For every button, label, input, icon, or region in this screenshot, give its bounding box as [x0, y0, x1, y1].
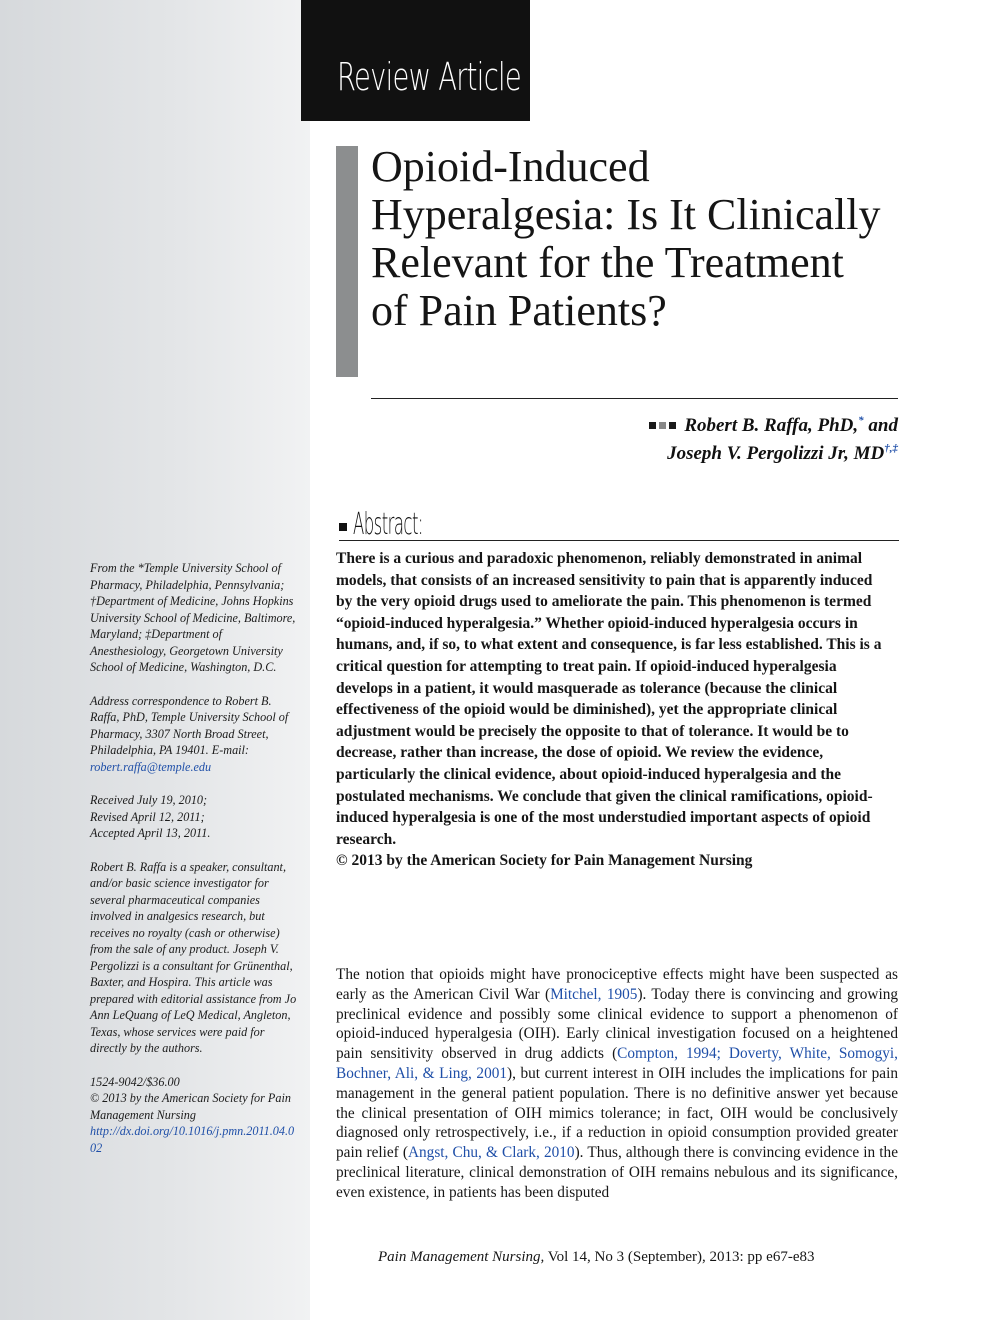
author-name: Robert B. Raffa, PhD, — [684, 415, 859, 436]
article-title: Opioid-Induced Hyperalgesia: Is It Clinically Relevant for the Treatment of Pain Patients? — [371, 142, 881, 335]
body-text-span: The notion that opioids might have pronociceptive effects might have been suspected as early as the American Civil War ( — [336, 966, 898, 1003]
revised-date: Revised April 12, 2011; — [90, 809, 205, 824]
abstract-body — [336, 548, 882, 872]
article-type-banner — [301, 0, 530, 121]
citation-link[interactable]: Mitchel, 1905 — [550, 985, 638, 1003]
sidebar-copyright: © 2013 by the American Society for Pain Management Nursing — [90, 1091, 291, 1122]
correspondence — [90, 693, 300, 776]
body-text — [336, 965, 898, 1203]
email-link[interactable]: robert.raffa@temple.edu — [90, 759, 212, 774]
correspondence-text: Address correspondence to Robert B. Raffa, PhD, Temple University School of Pharmacy, 3307 North Broad Street, Philadelphia, PA 19401. E-mail: — [90, 693, 289, 757]
author-line — [646, 440, 898, 468]
affiliations: From the *Temple University School of Pharmacy, Philadelphia, Pennsylvania; †Department of Medicine, Johns Hopkins University School of Medicine, Baltimore, Maryland; ‡Department of Anesthesiology, Georgetown University School of Medicine, Washington, D.C. — [90, 561, 296, 674]
author-name: Joseph V. Pergolizzi Jr, MD — [667, 443, 885, 464]
publication-info — [90, 1074, 300, 1157]
article-dates — [90, 792, 300, 842]
title-divider — [371, 398, 898, 399]
body-text-span: ). Thus, although there is convincing evidence in the preclinical literature, clinical demonstration of OIH remains nebulous and its significance, even existence, in patients has been disputed — [336, 1144, 898, 1201]
abstract-heading — [339, 507, 899, 541]
journal-citation: Vol 14, No 3 (September), 2013: pp e67-e83 — [544, 1249, 815, 1265]
sidebar-notes — [90, 560, 300, 1173]
title-accent-bar — [336, 146, 358, 377]
author-list — [646, 410, 898, 468]
author-affiliation-mark[interactable]: * — [858, 414, 864, 427]
body-text-span: ), but current interest in OIH includes the implications for pain management in the general patient population. There is no definitive answer yet because the clinical presentation of OIH mimics tolerance; in fact, OIH would be conclusively diagnosed only retrospectively, i.e., if a reduction in opioid consumption provided greater pain relief ( — [336, 1064, 898, 1162]
accepted-date: Accepted April 13, 2011. — [90, 826, 211, 840]
square-bullet-icon — [339, 523, 347, 531]
journal-name: Pain Management Nursing, — [378, 1249, 545, 1265]
abstract-text: There is a curious and paradoxic phenomenon, reliably demonstrated in animal models, that consists of an increased sensitivity to pain that is apparently induced by the very opioid drugs used to ameliorate the pain. This phenomenon is termed “opioid-induced hyperalgesia.” Whether opioid-induced hyperalgesia occurs in humans, and, if so, to what extent and consequence, is far less established. This is a critical question for attempting to treat pain. If opioid-induced hyperalgesia develops in a patient, it would masquerade as tolerance (because the clinical effectiveness of the opioid would be diminished), yet the appropriate clinical adjustment would be precisely the opposite to that of tolerance. It would be to decrease, rather than increase, the dose of opioid. We review the evidence, particularly the clinical evidence, about opioid-induced hyperalgesia and the postulated mechanisms. We conclude that given the clinical ramifications, opioid-induced hyperalgesia is one of the most understudied important aspects of opioid research. — [336, 550, 882, 848]
issn: 1524-9042/$36.00 — [90, 1074, 180, 1089]
abstract-heading-label: Abstract: — [353, 507, 423, 542]
body-text-span: ). Today there is convincing and growing preclinical evidence and possibly some clinical evidence to support a phenomenon of opioid-induced hyperalgesia (OIH). Early clinical investigation focused on a heightened pain sensitivity observed in drug addicts ( — [336, 985, 898, 1063]
citation-link[interactable]: Compton, 1994; Doverty, White, Somogyi, Bochner, Ali, & Ling, 2001 — [336, 1045, 898, 1082]
doi-link[interactable]: http://dx.doi.org/10.1016/j.pmn.2011.04.002 — [90, 1124, 295, 1155]
journal-footer — [378, 1249, 898, 1266]
author-line — [646, 410, 898, 440]
disclosure: Robert B. Raffa is a speaker, consultant, and/or basic science investigator for several pharmaceutical companies involved in analgesics research, but receives no royalty (cash or otherwise) from the sale of any product. Joseph V. Pergolizzi is a consultant for Grünenthal, Baxter, and Hospira. This article was prepared with editorial assistance from Jo Ann LeQuang of LeQ Medical, Angleton, Texas, whose services were paid for directly by the authors. — [90, 859, 297, 1055]
article-type-label: Review Article — [337, 55, 522, 99]
author-affiliation-mark[interactable]: †,‡ — [884, 442, 898, 455]
author-conjunction: and — [863, 415, 898, 436]
body-paragraph — [336, 965, 898, 1203]
abstract-copyright: © 2013 by the American Society for Pain Management Nursing — [336, 852, 753, 870]
received-date: Received July 19, 2010; — [90, 793, 208, 807]
author-bullets-icon — [646, 410, 676, 438]
citation-link[interactable]: Angst, Chu, & Clark, 2010 — [407, 1144, 575, 1162]
